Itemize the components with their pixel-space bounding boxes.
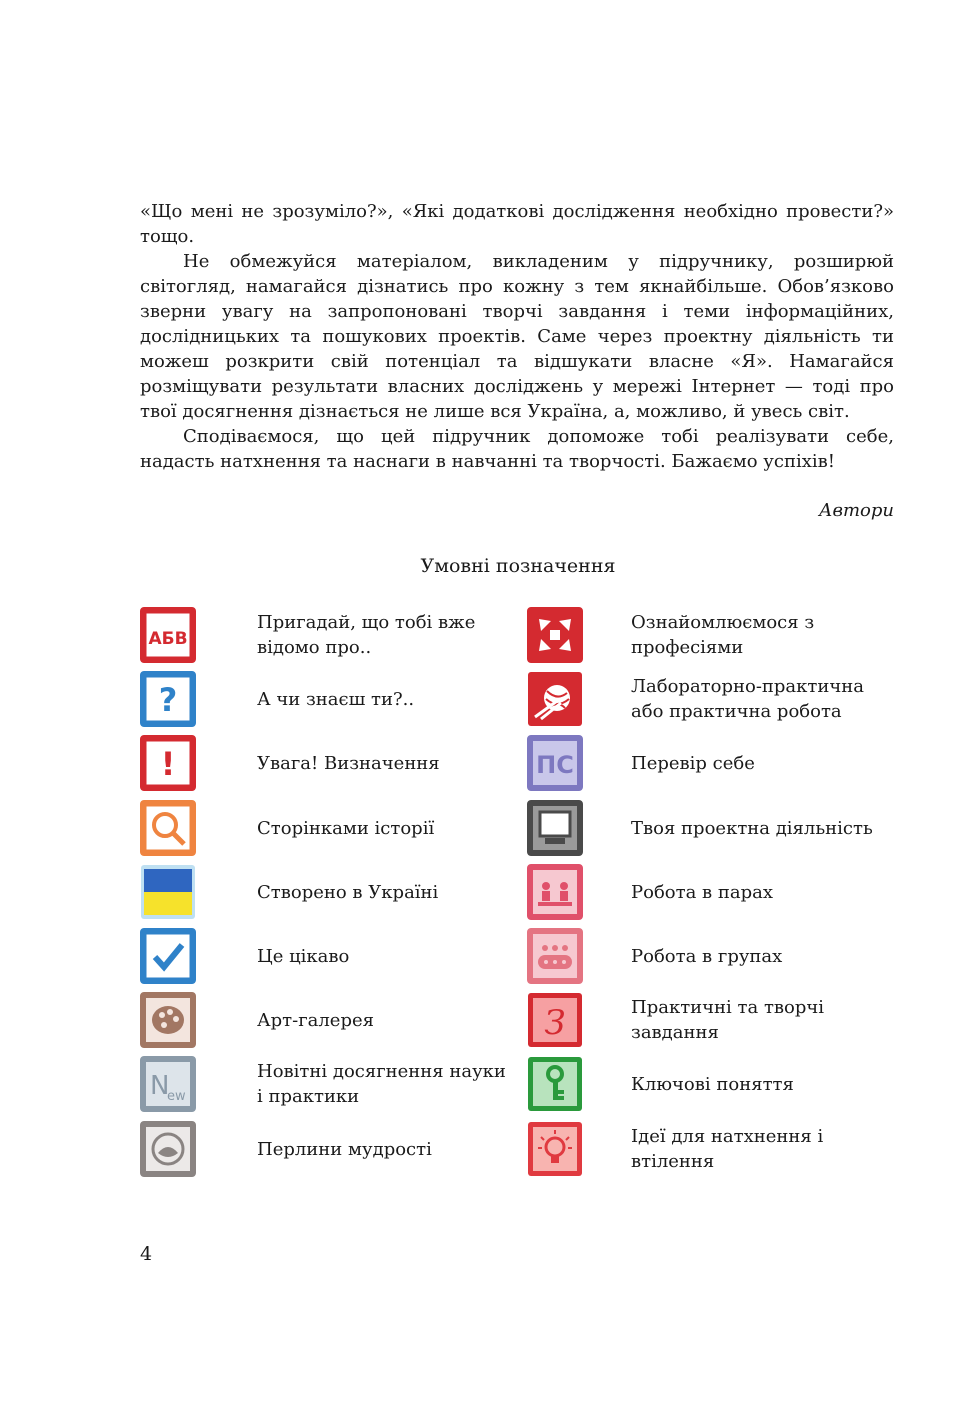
- svg-text:N: N: [150, 1071, 170, 1101]
- intro-paragraph-3: Сподіваємося, що цей підручник допоможе тобі реалізувати себе, надасть натхнення та наснаги в навчанні та творчості. Бажаємо успіхів!: [140, 426, 894, 472]
- lightbulb-icon: [527, 1121, 583, 1177]
- legend-item-label: Пригадай, що тобі вже відомо про..: [257, 612, 476, 658]
- legend-item-label: Це цікаво: [257, 945, 350, 967]
- legend-item-label: Твоя проектна діяльність: [631, 817, 873, 839]
- svg-text:АБВ: АБВ: [148, 629, 188, 649]
- svg-text:?: ?: [158, 681, 178, 719]
- pairs-icon: [527, 864, 583, 920]
- legend-item-label: Робота в парах: [631, 881, 774, 903]
- legend-item-label: Ідеї для натхнення і втілення: [631, 1126, 824, 1172]
- monitor-icon: [527, 800, 583, 856]
- intro-paragraph-1: «Що мені не зрозуміло?», «Які додаткові дослідження необхідно провести?» тощо.: [140, 201, 894, 247]
- legend-item-label: Перевір себе: [631, 752, 755, 774]
- svg-text:ПС: ПС: [536, 751, 574, 779]
- yarn-ball-icon: [527, 671, 583, 727]
- legend-item-label: А чи знаєш ти?..: [257, 688, 415, 710]
- legend-item-label: Увага! Визначення: [257, 752, 440, 774]
- palette-icon: [140, 992, 196, 1048]
- magnifier-icon: [140, 800, 196, 856]
- new-icon: [140, 1056, 196, 1112]
- shell-icon: [140, 1121, 196, 1177]
- ps-letters-icon: [527, 735, 583, 791]
- intro-text: [140, 199, 894, 474]
- legend-item-label: Практичні та творчі завдання: [631, 997, 825, 1043]
- legend-item-label: Арт-галерея: [257, 1009, 374, 1031]
- legend-item-label: Ознайомлюємося з професіями: [631, 612, 815, 658]
- svg-text:ew: ew: [167, 1089, 186, 1104]
- key-icon: [527, 1056, 583, 1112]
- legend-item-label: Робота в групах: [631, 945, 783, 967]
- legend-item-label: Перлини мудрості: [257, 1138, 432, 1160]
- legend-item-label: Створено в Україні: [257, 881, 439, 903]
- legend-item-label: Ключові поняття: [631, 1073, 794, 1095]
- legend-item-label: Лабораторно-практична або практична робота: [631, 676, 864, 722]
- ukraine-flag-icon: [140, 864, 196, 920]
- letter-z-icon: [527, 992, 583, 1048]
- question-mark-icon: [140, 671, 196, 727]
- groups-icon: [527, 928, 583, 984]
- legend-item-label: Новітні досягнення науки і практики: [257, 1061, 506, 1107]
- exclamation-icon: [140, 735, 196, 791]
- abv-letters-icon: [140, 607, 196, 663]
- page-number: 4: [140, 1243, 153, 1265]
- legend-title: Умовні позначення: [420, 555, 616, 577]
- author-signature: Автори: [818, 500, 894, 521]
- svg-text:!: !: [160, 745, 176, 783]
- svg-text:З: З: [544, 1003, 566, 1043]
- legend-item-label: Сторінками історії: [257, 817, 435, 839]
- checkmark-icon: [140, 928, 196, 984]
- arrows-icon: [527, 607, 583, 663]
- intro-paragraph-2: Не обмежуйся матеріалом, викладеним у підручнику, розширюй світогляд, намагайся дізнатись про кожну з тем якнайбільше. Обов’язково зверни увагу на запропоновані творчі завдання і теми інформаційних, дослідницьких та пошукових проектів. Саме через проектну діяльність ти можеш розкрити свій потенціал та відшукати власне «Я». Намагайся розміщувати результати власних досліджень у мережі Інтернет — тоді про твої досягнення дізнається не лише вся Україна, а, можливо, й увесь світ.: [140, 251, 894, 422]
